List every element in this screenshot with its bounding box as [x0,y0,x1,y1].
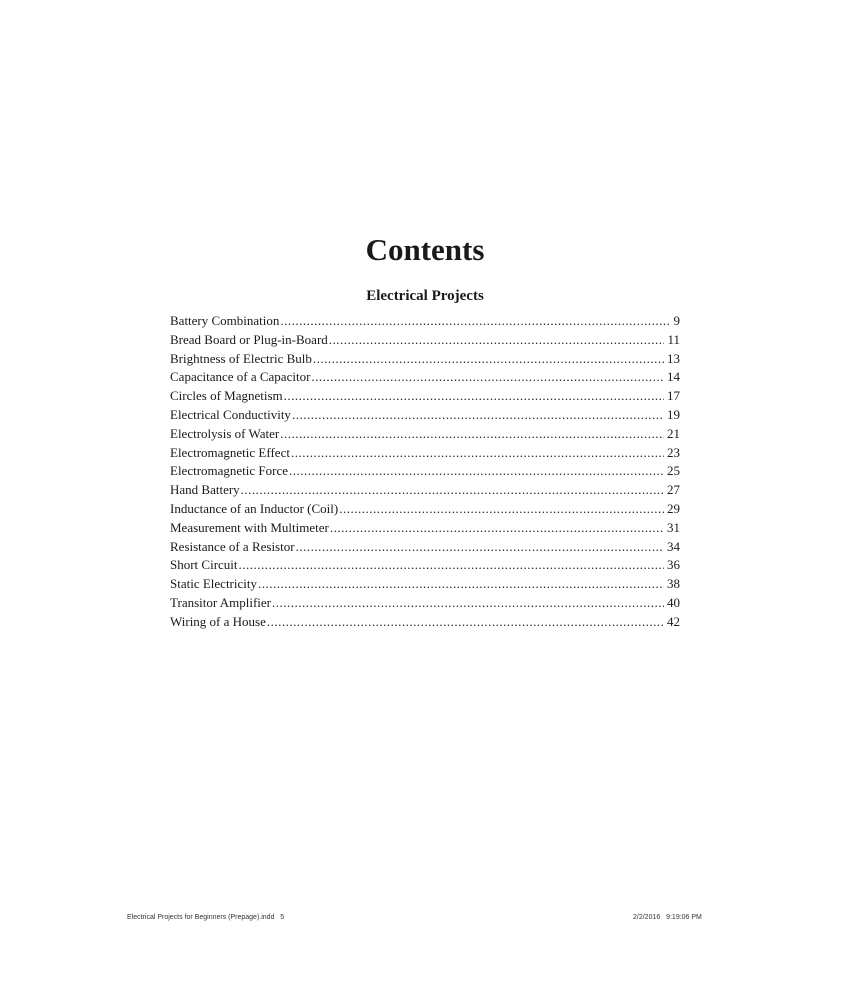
toc-entry-page: 36 [667,557,680,573]
toc-entry-page: 23 [667,444,680,460]
toc-entry-page: 25 [667,463,680,479]
toc-entry-title: Electromagnetic Effect [170,444,290,460]
dot-leader [280,425,664,444]
toc-entry-page: 29 [667,500,680,516]
toc-entry-title: Circles of Magnetism [170,388,283,404]
footer-file-name: Electrical Projects for Beginners (Prepage).indd 5 [127,914,285,921]
toc-entry-title: Electromagnetic Force [170,463,289,479]
dot-leader [241,481,664,500]
toc-entry-title: Electrolysis of Water [170,425,280,441]
dot-leader [284,387,664,406]
page-title: Contents [365,232,485,267]
toc-entry-title: Bread Board or Plug-in-Board [170,331,328,347]
toc-entry-title: Static Electricity [170,576,257,592]
dot-leader [330,519,664,538]
dot-leader [239,556,664,575]
toc-entry-page: 9 [673,313,680,328]
dot-leader [267,613,664,632]
dot-leader [329,331,665,350]
toc-entry-title: Brightness of Electric Bulb [170,350,312,366]
toc-entry[interactable] [170,406,680,425]
toc-entry[interactable] [170,462,680,481]
toc-entry-title: Hand Battery [170,482,240,498]
toc-entry-title: Resistance of a Resistor [170,538,295,554]
dot-leader [311,368,664,387]
toc-entry[interactable] [170,519,680,538]
dot-leader [258,575,664,594]
dot-leader [272,594,664,613]
toc-entry-page: 14 [667,369,680,385]
toc-entry[interactable] [170,556,680,575]
toc-entry[interactable] [170,575,680,594]
toc-entry[interactable] [170,594,680,613]
dot-leader [292,406,664,425]
toc-entry-page: 38 [667,576,680,592]
toc-entry-title: Measurement with Multimeter [170,519,329,535]
section-heading: Electrical Projects [366,288,484,304]
toc-entry-page: 11 [667,331,680,347]
toc-entry-title: Transitor Amplifier [170,594,271,610]
dot-leader [313,350,664,369]
toc-entry-title: Short Circuit [170,557,238,573]
toc-entry[interactable] [170,444,680,463]
dot-leader [339,500,664,519]
toc-entry-page: 21 [667,425,680,441]
dot-leader [291,444,664,463]
toc-entry[interactable] [170,500,680,519]
toc-entry-page: 34 [667,538,680,554]
toc-entry[interactable] [170,387,680,406]
toc-entry-title: Capacitance of a Capacitor [170,369,311,385]
toc-entry[interactable] [170,331,680,350]
toc-entry-title: Wiring of a House [170,613,266,629]
toc-entry-page: 13 [667,350,680,366]
toc-entry[interactable] [170,350,680,369]
toc-entry[interactable] [170,481,680,500]
toc-entry-page: 19 [667,406,680,422]
toc-entry[interactable] [170,425,680,444]
toc-entry[interactable] [170,368,680,387]
toc-entry-page: 31 [667,519,680,535]
toc-entry-page: 17 [667,388,680,404]
toc-entry-title: Inductance of an Inductor (Coil) [170,500,339,516]
toc-entry-page: 42 [667,613,680,629]
toc-entry[interactable] [170,613,680,632]
dot-leader [289,462,664,481]
toc-entry-page: 40 [667,594,680,610]
dot-leader [296,538,664,557]
toc-entry-title: Battery Combination [170,313,280,328]
toc-entry[interactable] [170,538,680,557]
table-of-contents [170,312,680,632]
toc-entry-page: 27 [667,482,680,498]
toc-entry-title: Electrical Conductivity [170,406,291,422]
footer-timestamp: 2/2/2016 9:19:06 PM [633,914,702,921]
toc-entry[interactable] [170,312,680,331]
dot-leader [280,312,670,331]
